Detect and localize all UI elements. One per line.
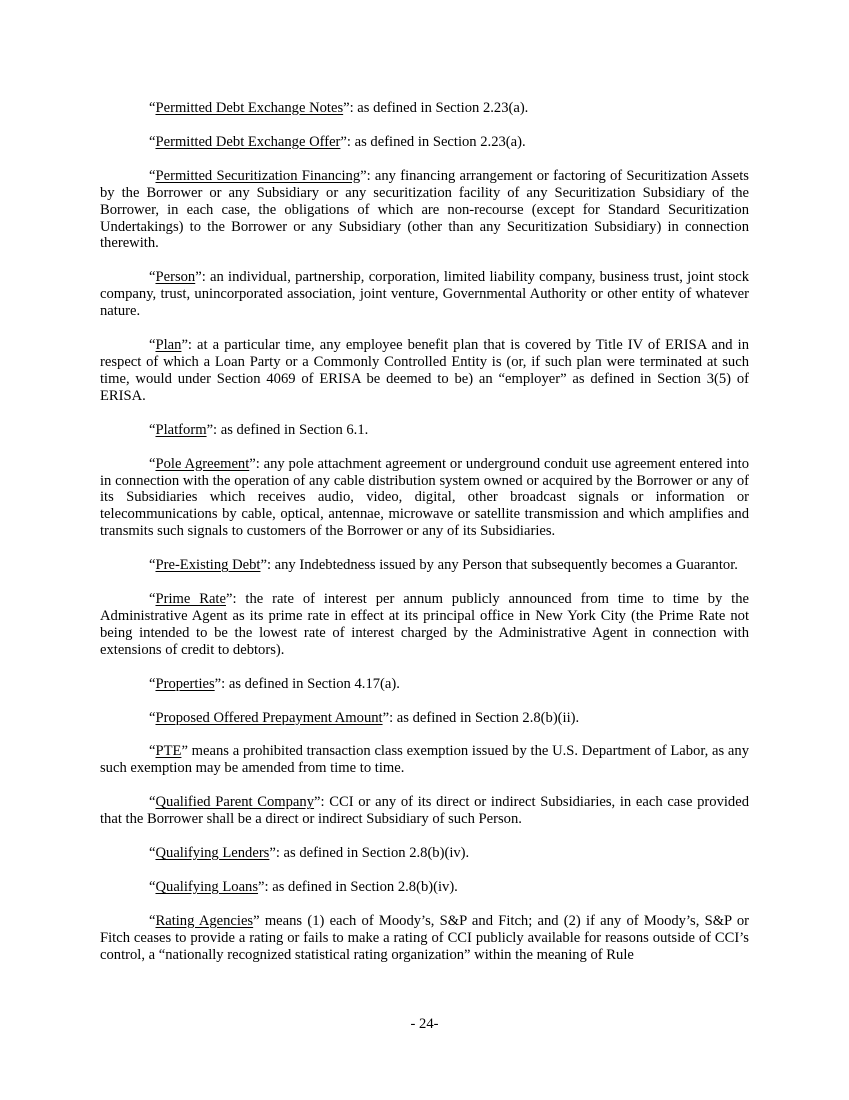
quote-close: ”: [214, 675, 222, 692]
defined-term: Pre-Existing Debt: [155, 557, 261, 574]
defined-term: Permitted Debt Exchange Notes: [155, 100, 344, 116]
quote-open: “: [149, 675, 156, 692]
definition-text: : any financing arrangement or factoring of Securitization Assets by the Borrower or any Subsidiary or any securitization facility of any Securitization Subsidiary of the Borrower, in each case, the obligations of which are non-recourse (except for Standard Securitization Undertakings) to the Borrower or any Subsidiary (other than any Securitization Subsidiary) in connection therewith.: [100, 167, 749, 252]
quote-close: ”: [360, 167, 367, 184]
definition-text: : the rate of interest per annum publicly announced from time to time by the Administrative Agent as its prime rate in effect at its principal office in New York City (the Prime Rate not being intended to be the lowest rate of interest charged by the Administrative Agent in connection with extensions of credit to debtors).: [100, 591, 749, 658]
quote-open: “: [149, 269, 156, 286]
defined-term: Rating Agencies: [155, 912, 254, 929]
quote-open: “: [149, 455, 156, 472]
definition-plan: [100, 337, 749, 405]
definition-text: : as defined in Section 4.17(a).: [221, 675, 400, 692]
quote-close: ”: [249, 455, 256, 472]
quote-close: ”: [206, 421, 214, 438]
definition-pole-agreement: [100, 456, 749, 541]
definition-prime-rate: [100, 591, 749, 659]
definition-qualifying-loans: [100, 879, 749, 896]
quote-open: “: [149, 591, 156, 608]
definition-permitted-debt-exchange-offer: [100, 134, 749, 151]
defined-term: Platform: [155, 421, 207, 438]
quote-close: ”: [260, 557, 267, 574]
definition-person: [100, 269, 749, 320]
defined-term: Qualifying Lenders: [155, 845, 270, 862]
page-number: - 24-: [410, 1016, 439, 1032]
definition-text: : as defined in Section 2.8(b)(iv).: [264, 879, 458, 895]
quote-open: “: [149, 743, 156, 760]
quote-open: “: [149, 133, 156, 150]
quote-open: “: [149, 845, 156, 862]
definition-text: means (1) each of Moody’s, S&P and Fitch; and (2) if any of Moody’s, S&P or Fitch ceases to provide a rating or fails to make a rating of CCI publicly available for reasons outside of CCI’s control, a “nationally recognized statistical rating organization” within the meaning of Rule: [100, 912, 750, 963]
definition-text: : CCI or any of its direct or indirect Subsidiaries, in each case provided that the Borrower shall be a direct or indirect Subsidiary of such Person.: [100, 794, 749, 828]
defined-term: Plan: [155, 337, 182, 354]
defined-term: Qualifying Loans: [155, 879, 259, 895]
definition-permitted-debt-exchange-notes: [100, 100, 749, 117]
definition-text: : as defined in Section 2.23(a).: [349, 100, 529, 116]
definition-text: : at a particular time, any employee benefit plan that is covered by Title IV of ERISA and in respect of which a Loan Party or a Commonly Controlled Entity is (or, if such plan were terminated at such time, would under Section 4069 of ERISA be deemed to be) an “employer” as defined in Section 3(5) of ERISA.: [100, 337, 749, 404]
quote-close: ”: [269, 845, 276, 862]
quote-close: ”: [258, 879, 265, 895]
quote-close: ”: [253, 912, 260, 929]
definition-text: : as defined in Section 2.8(b)(ii).: [389, 709, 580, 726]
quote-open: “: [149, 557, 156, 574]
defined-term: Properties: [155, 675, 215, 692]
definition-text: means a prohibited transaction class exemption issued by the U.S. Department of Labor, as any such exemption may be amended from time to time.: [100, 743, 749, 777]
quote-open: “: [149, 337, 156, 354]
quote-close: ”: [382, 709, 390, 726]
definition-platform: [100, 422, 749, 439]
definition-qualified-parent-company: [100, 794, 749, 828]
quote-open: “: [149, 794, 156, 811]
definition-text: : any Indebtedness issued by any Person that subsequently becomes a Guarantor.: [266, 557, 738, 574]
definition-text: : as defined in Section 2.23(a).: [346, 133, 526, 150]
quote-open: “: [149, 100, 156, 116]
quote-close: ”: [181, 743, 188, 760]
definition-text: : as defined in Section 2.8(b)(iv).: [275, 845, 470, 862]
quote-close: ”: [343, 100, 350, 116]
definitions-list: [100, 100, 749, 981]
defined-term: PTE: [155, 743, 182, 760]
quote-open: “: [149, 421, 156, 438]
quote-open: “: [149, 709, 156, 726]
definition-proposed-offered-prepayment-amount: [100, 710, 749, 727]
defined-term: Proposed Offered Prepayment Amount: [155, 709, 383, 726]
definition-qualifying-lenders: [100, 845, 749, 862]
defined-term: Prime Rate: [155, 591, 226, 608]
quote-close: ”: [340, 133, 347, 150]
defined-term: Permitted Debt Exchange Offer: [155, 133, 341, 150]
definition-pte: [100, 743, 749, 777]
quote-open: “: [149, 879, 156, 895]
quote-close: ”: [225, 591, 233, 608]
definition-pre-existing-debt: [100, 557, 749, 574]
quote-open: “: [149, 912, 156, 929]
defined-term: Qualified Parent Company: [155, 794, 315, 811]
definition-permitted-securitization-financing: [100, 168, 749, 253]
definition-text: : any pole attachment agreement or underground conduit use agreement entered into in connection with the operation of any cable distribution system owned or acquired by the Borrower or any of its Subsidiaries which receives audio, video, digital, other broadcast signals or information or telecommunications by cable, optical, antennae, microwave or satellite transmission and which amplifies and transmits such signals to customers of the Borrower or any of its Subsidiaries.: [100, 455, 749, 540]
defined-term: Permitted Securitization Financing: [155, 167, 361, 184]
definition-text: : as defined in Section 6.1.: [213, 421, 369, 438]
quote-close: ”: [195, 269, 202, 286]
quote-close: ”: [314, 794, 321, 811]
definition-text: : an individual, partnership, corporation, limited liability company, business trust, joint stock company, trust, unincorporated association, joint venture, Governmental Authority or other entity of whatever nature.: [100, 269, 749, 320]
definition-rating-agencies: [100, 913, 749, 964]
quote-open: “: [149, 167, 156, 184]
quote-close: ”: [181, 337, 188, 354]
definition-properties: [100, 676, 749, 693]
defined-term: Person: [155, 269, 196, 286]
defined-term: Pole Agreement: [155, 455, 250, 472]
